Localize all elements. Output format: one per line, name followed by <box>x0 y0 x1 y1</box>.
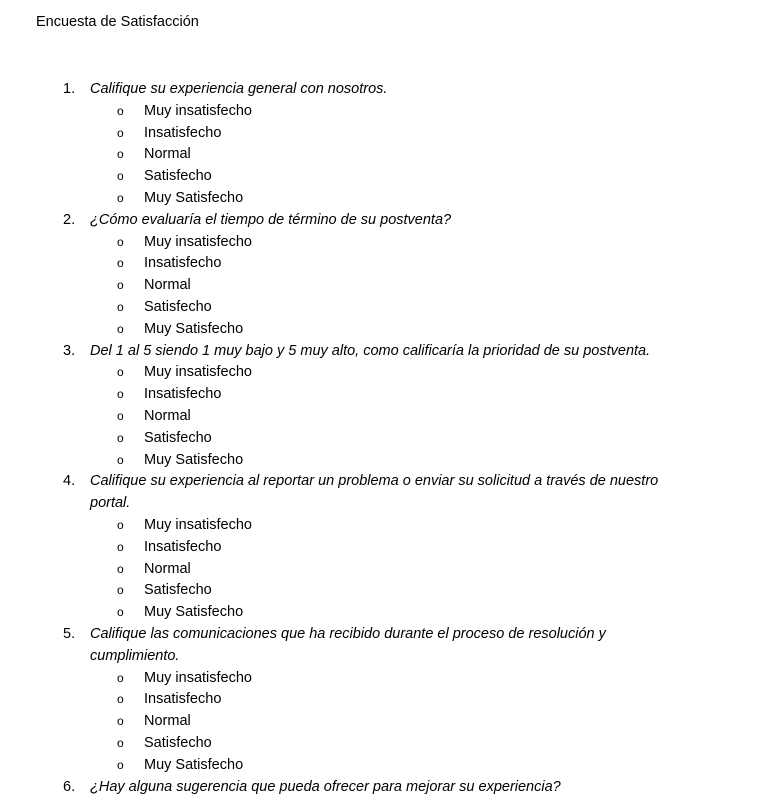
answer-option[interactable] <box>90 515 690 537</box>
survey-question-4 <box>0 471 690 624</box>
question-text: Califique su experiencia al reportar un problema o enviar su solicitud a través de nuestro portal. <box>90 473 659 512</box>
survey-question-list <box>0 79 764 798</box>
answer-option[interactable] <box>90 537 690 559</box>
answer-option[interactable] <box>90 166 690 188</box>
answer-option[interactable] <box>90 384 690 406</box>
answer-option-label: Muy Satisfecho <box>144 451 244 468</box>
hollow-bullet-icon: o <box>117 430 124 445</box>
hollow-bullet-icon: o <box>117 256 124 271</box>
hollow-bullet-icon: o <box>117 757 124 772</box>
question-number: 2. <box>63 211 76 228</box>
answer-option-label: Satisfecho <box>144 168 212 185</box>
hollow-bullet-icon: o <box>117 278 124 293</box>
answer-option[interactable] <box>90 733 690 755</box>
answer-option[interactable] <box>90 188 690 210</box>
hollow-bullet-icon: o <box>117 190 124 205</box>
answer-option[interactable] <box>90 101 690 123</box>
answer-option-label: Muy insatisfecho <box>144 233 252 250</box>
hollow-bullet-icon: o <box>117 583 124 598</box>
question-number: 1. <box>63 81 76 97</box>
answer-option[interactable] <box>90 297 690 319</box>
hollow-bullet-icon: o <box>117 321 124 336</box>
hollow-bullet-icon: o <box>117 605 124 620</box>
answer-option-label: Satisfecho <box>144 298 212 315</box>
answer-options <box>90 668 690 777</box>
hollow-bullet-icon: o <box>117 169 124 184</box>
answer-option[interactable] <box>90 580 690 602</box>
answer-option-label: Muy insatisfecho <box>144 102 252 119</box>
survey-question-2 <box>0 210 690 341</box>
answer-option[interactable] <box>90 362 690 384</box>
hollow-bullet-icon: o <box>117 517 124 532</box>
answer-option-label: Insatisfecho <box>144 386 222 403</box>
answer-option-label: Muy insatisfecho <box>144 516 252 533</box>
answer-option-label: Muy Satisfecho <box>144 189 244 206</box>
question-number: 6. <box>63 778 76 795</box>
answer-option-label: Satisfecho <box>144 582 212 599</box>
survey-question-6 <box>0 777 690 799</box>
answer-options <box>90 232 690 341</box>
answer-option[interactable] <box>90 689 690 711</box>
hollow-bullet-icon: o <box>117 714 124 729</box>
answer-option[interactable] <box>90 602 690 624</box>
answer-option-label: Normal <box>144 560 191 577</box>
hollow-bullet-icon: o <box>117 408 124 423</box>
answer-options <box>90 101 690 210</box>
hollow-bullet-icon: o <box>117 299 124 314</box>
answer-option[interactable] <box>90 406 690 428</box>
question-number: 3. <box>63 342 76 359</box>
answer-option[interactable] <box>90 711 690 733</box>
question-text: Califique su experiencia general con nosotros. <box>90 81 388 97</box>
answer-option[interactable] <box>90 559 690 581</box>
document-title: Encuesta de Satisfacción <box>36 14 199 30</box>
answer-option[interactable] <box>90 668 690 690</box>
hollow-bullet-icon: o <box>117 234 124 249</box>
answer-option[interactable] <box>90 428 690 450</box>
answer-option-label: Normal <box>144 407 191 424</box>
answer-option-label: Muy Satisfecho <box>144 320 244 337</box>
answer-options <box>90 362 690 471</box>
hollow-bullet-icon: o <box>117 387 124 402</box>
answer-option[interactable] <box>90 319 690 341</box>
hollow-bullet-icon: o <box>117 125 124 140</box>
answer-option-label: Normal <box>144 146 191 163</box>
hollow-bullet-icon: o <box>117 147 124 162</box>
hollow-bullet-icon: o <box>117 365 124 380</box>
answer-option-label: Insatisfecho <box>144 255 222 272</box>
question-number: 5. <box>63 625 76 642</box>
answer-option[interactable] <box>90 232 690 254</box>
answer-option-label: Satisfecho <box>144 429 212 446</box>
answer-option[interactable] <box>90 275 690 297</box>
answer-option[interactable] <box>90 450 690 472</box>
answer-option-label: Insatisfecho <box>144 691 222 708</box>
answer-option-label: Normal <box>144 277 191 294</box>
hollow-bullet-icon: o <box>117 539 124 554</box>
hollow-bullet-icon: o <box>117 452 124 467</box>
survey-question-3 <box>0 341 690 472</box>
hollow-bullet-icon: o <box>117 692 124 707</box>
answer-option-label: Satisfecho <box>144 734 212 751</box>
survey-question-1 <box>0 79 690 210</box>
answer-option-label: Muy Satisfecho <box>144 604 244 621</box>
answer-option[interactable] <box>90 755 690 777</box>
answer-option-label: Muy Satisfecho <box>144 756 244 773</box>
answer-option-label: Normal <box>144 713 191 730</box>
answer-option[interactable] <box>90 144 690 166</box>
answer-option-label: Insatisfecho <box>144 124 222 141</box>
hollow-bullet-icon: o <box>117 735 124 750</box>
answer-option[interactable] <box>90 253 690 275</box>
question-text: Del 1 al 5 siendo 1 muy bajo y 5 muy alto, como calificaría la prioridad de su postventa. <box>90 342 651 359</box>
question-text: ¿Hay alguna sugerencia que pueda ofrecer para mejorar su experiencia? <box>90 778 561 795</box>
question-number: 4. <box>63 473 76 490</box>
hollow-bullet-icon: o <box>117 103 124 118</box>
survey-question-5 <box>0 624 690 777</box>
answer-option-label: Muy insatisfecho <box>144 669 252 686</box>
answer-option-label: Insatisfecho <box>144 538 222 555</box>
question-text: ¿Cómo evaluaría el tiempo de término de su postventa? <box>90 211 452 228</box>
answer-option-label: Muy insatisfecho <box>144 364 252 381</box>
answer-option[interactable] <box>90 123 690 145</box>
question-text: Califique las comunicaciones que ha recibido durante el proceso de resolución y cumplimiento. <box>90 625 606 664</box>
hollow-bullet-icon: o <box>117 561 124 576</box>
answer-options <box>90 515 690 624</box>
hollow-bullet-icon: o <box>117 670 124 685</box>
